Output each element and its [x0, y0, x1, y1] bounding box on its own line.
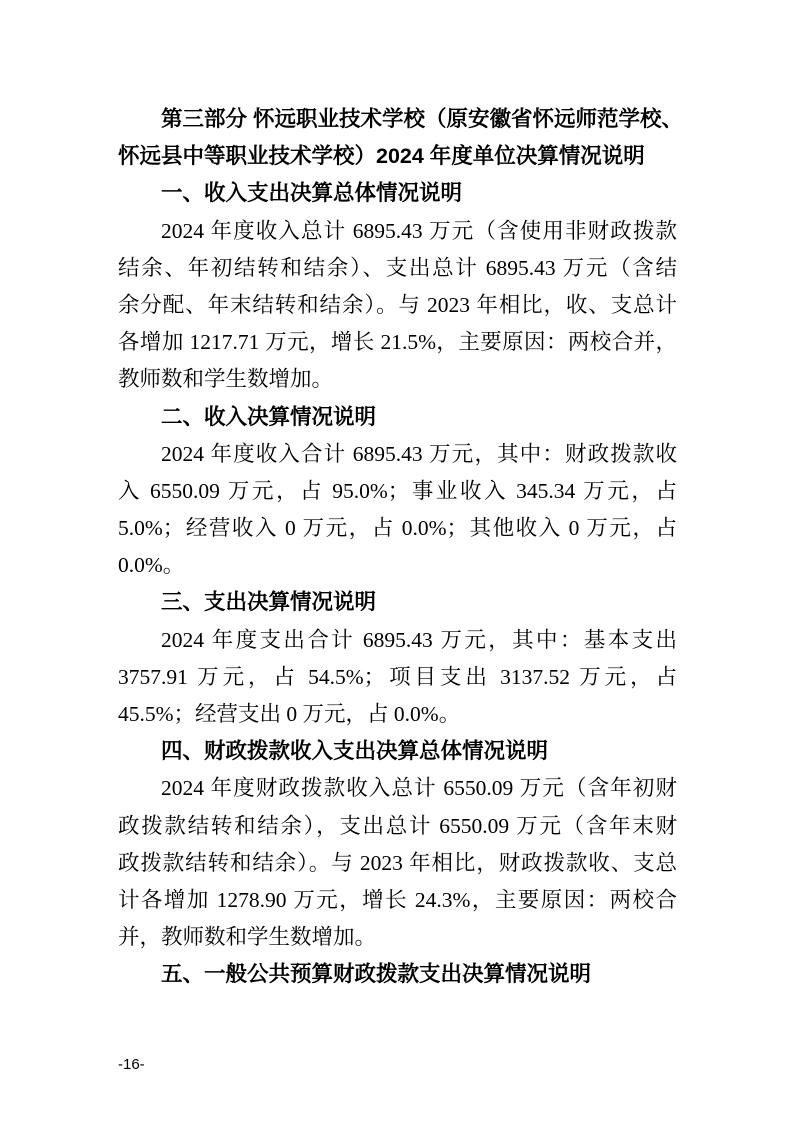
section-1-paragraph-line: 各增加 1217.71 万元，增长 21.5%，主要原因：两校合并，: [118, 330, 677, 355]
section-3: [118, 584, 677, 733]
section-1-heading: 一、收入支出决算总体情况说明: [161, 181, 463, 206]
section-4: [118, 733, 677, 956]
section-2-paragraph-line: 入 6550.09 万元，占 95.0%；事业收入 345.34 万元，占: [118, 478, 677, 503]
section-4-paragraph-line: 政拨款结转和结余），支出总计 6550.09 万元（含年末财: [118, 813, 677, 838]
section-1-paragraph-line: 结余、年初结转和结余）、支出总计 6895.43 万元（含结: [118, 255, 677, 280]
section-3-paragraph-line: 45.5%；经营支出 0 万元，占 0.0%。: [118, 702, 461, 726]
section-3-paragraph-line: 3757.91 万元，占 54.5%；项目支出 3137.52 万元，占: [118, 664, 677, 689]
section-4-paragraph-line: 政拨款结转和结余）。与 2023 年相比，财政拨款收、支总: [118, 850, 677, 875]
section-1-paragraph-line: 2024 年度收入总计 6895.43 万元（含使用非财政拨款: [161, 218, 677, 243]
section-4-heading: 四、财政拨款收入支出决算总体情况说明: [161, 739, 549, 764]
page-number: -16-: [118, 1056, 145, 1073]
section-2-paragraph-line: 0.0%。: [118, 553, 185, 578]
section-1-paragraph-line: 余分配、年末结转和结余）。与 2023 年相比，收、支总计: [118, 292, 677, 317]
section-4-paragraph-line: 2024 年度财政拨款收入总计 6550.09 万元（含年初财: [161, 776, 677, 801]
section-2: [118, 399, 677, 585]
section-1-paragraph-line: 教师数和学生数增加。: [118, 367, 334, 392]
title-line-2: 怀远县中等职业技术学校）2024 年度单位决算情况说明: [118, 144, 645, 169]
section-4-paragraph-line: 计各增加 1278.90 万元，增长 24.3%，主要原因：两校合: [118, 887, 677, 912]
title-line-1: 第三部分 怀远职业技术学校（原安徽省怀远师范学校、: [161, 107, 683, 131]
section-2-paragraph-line: 5.0%；经营收入 0 万元，占 0.0%；其他收入 0 万元，占: [118, 516, 677, 541]
section-2-heading: 二、收入决算情况说明: [161, 404, 377, 429]
document-body: [118, 101, 683, 994]
section-5: [118, 956, 677, 993]
section-3-heading: 三、支出决算情况说明: [161, 590, 377, 615]
section-5-heading: 五、一般公共预算财政拨款支出决算情况说明: [161, 962, 592, 987]
section-3-paragraph-line: 2024 年度支出合计 6895.43 万元，其中：基本支出: [161, 627, 677, 652]
section-1: [118, 175, 677, 398]
document-title: [118, 101, 683, 175]
section-2-paragraph-line: 2024 年度收入合计 6895.43 万元，其中：财政拨款收: [161, 441, 677, 466]
section-4-paragraph-line: 并，教师数和学生数增加。: [118, 925, 377, 950]
